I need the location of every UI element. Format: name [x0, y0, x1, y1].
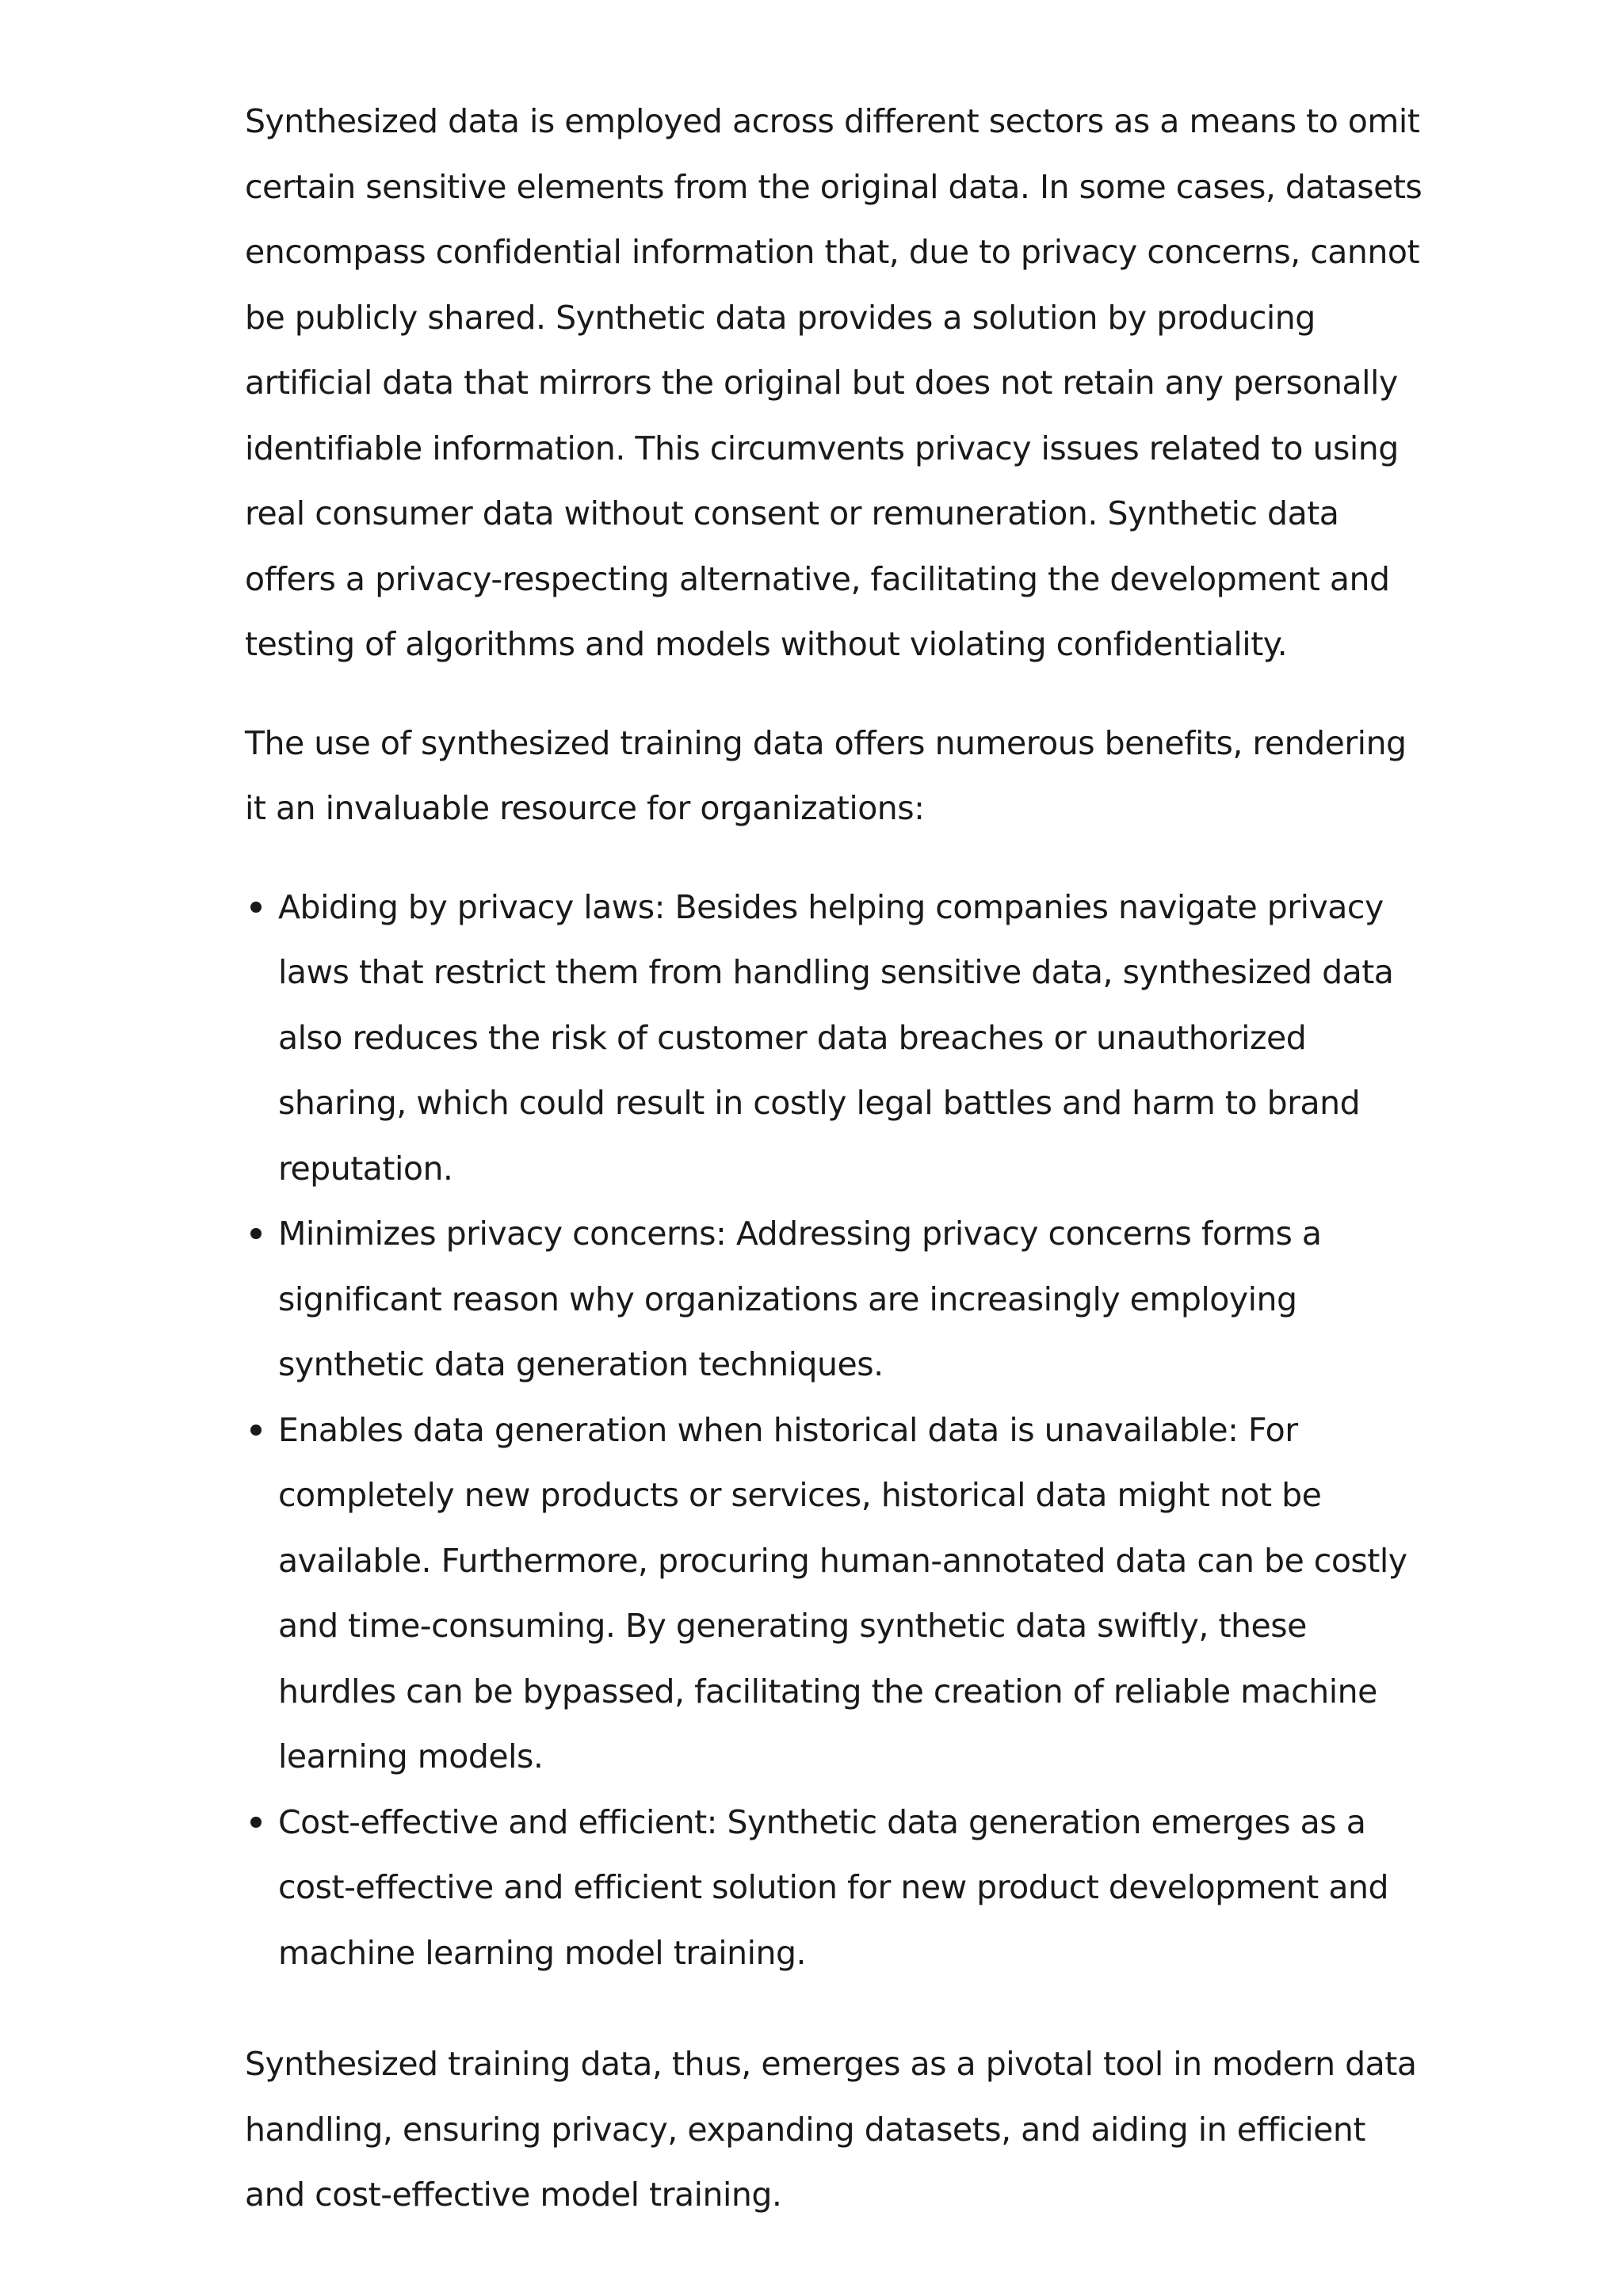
list-item-text: Enables data generation when historical data is unavailable: For completely new products or services, historical data might not be available. Furthermore, procuring human-annotated data can be costly and time-consuming. By generating synthetic data swiftly, these hurdles can be bypassed, facilitating the creation of reliable machine learning models. — [278, 1410, 1407, 1775]
benefits-intro-paragraph: The use of synthesized training data offers numerous benefits, rendering it an invaluable resource for organizations: — [245, 723, 1407, 827]
benefits-list — [245, 875, 1434, 1986]
list-item-text: Abiding by privacy laws: Besides helping companies navigate privacy laws that restrict them from handling sensitive data, synthesized data also reduces the risk of customer data breaches or unauthorized sharing, which could result in costly legal battles and harm to brand reputation. — [278, 887, 1394, 1188]
intro-paragraph: Synthesized data is employed across different sectors as a means to omit certain sensitive elements from the original data. In some cases, datasets encompass confidential information that, due to privacy concerns, cannot be publicly shared. Synthetic data provides a solution by producing artificial data that mirrors the original but does not retain any personally identifiable information. This circumvents privacy issues related to using real consumer data without consent or remuneration. Synthetic data offers a privacy-respecting alternative, facilitating the development and testing of algorithms and models without violating confidentiality. — [245, 102, 1423, 663]
bullet-icon — [250, 1228, 262, 1239]
conclusion-paragraph: Synthesized training data, thus, emerges as a pivotal tool in modern data handling, ensuring privacy, expanding datasets, and aiding in efficient and cost-effective model training. — [245, 2045, 1417, 2214]
list-item-text: Cost-effective and efficient: Synthetic data generation emerges as a cost-effective and efficient solution for new product development and machine learning model training. — [278, 1802, 1389, 1972]
article-body — [245, 89, 1434, 2228]
list-item — [278, 1790, 1434, 1986]
list-item — [278, 1201, 1434, 1398]
list-item — [278, 1398, 1434, 1790]
list-item-text: Minimizes privacy concerns: Addressing privacy concerns forms a significant reason why organizations are increasingly employing synthetic data generation techniques. — [278, 1215, 1322, 1383]
bullet-icon — [250, 902, 262, 913]
list-item — [278, 875, 1434, 1202]
bullet-icon — [250, 1817, 262, 1828]
bullet-icon — [250, 1425, 262, 1436]
